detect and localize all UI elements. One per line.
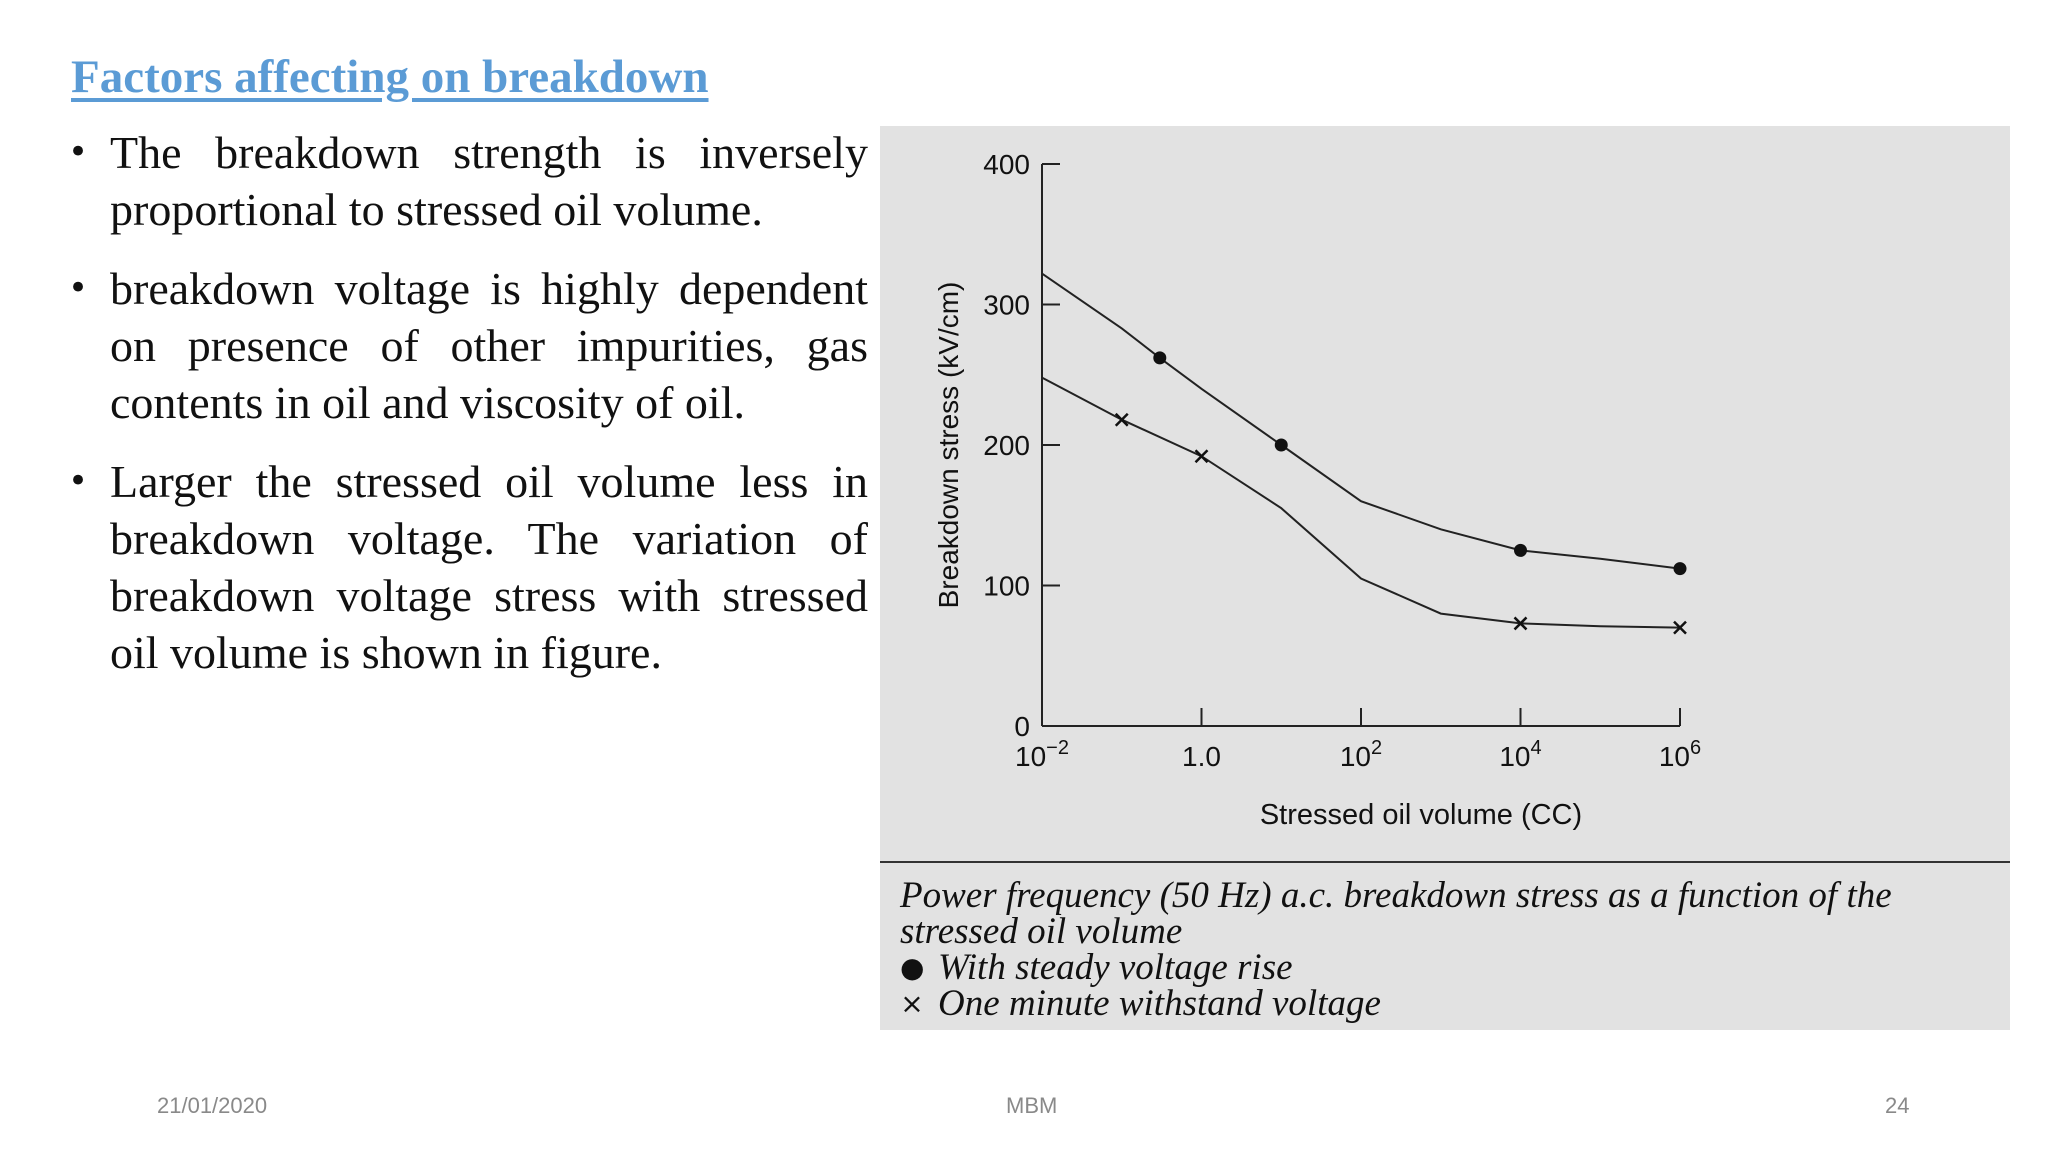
footer-date: 21/01/2020 [157, 1093, 268, 1118]
figure-caption [900, 875, 1990, 1024]
data-point-cross [1116, 414, 1128, 426]
slide-title: Factors affecting on breakdown [71, 51, 709, 103]
legend-item-withstand [900, 983, 1990, 1024]
x-tick-label: $10^4$ [1499, 737, 1542, 772]
series-line-2 [1042, 378, 1680, 628]
data-point-dot [1514, 544, 1527, 557]
bullet-text-1: The breakdown strength is inversely proportional to stressed oil volume. [110, 127, 868, 235]
data-point-dot [1275, 439, 1288, 452]
data-point-cross [1196, 450, 1208, 462]
y-tick-label: 400 [983, 149, 1030, 180]
data-point-dot [1153, 351, 1166, 364]
bullet-item-3 [68, 453, 868, 681]
bullet-text-3: Larger the stressed oil volume less in breakdown voltage. The variation of breakdown voltage stress with stressed oil volume is shown in figure. [110, 456, 868, 678]
breakdown-stress-chart [880, 126, 2010, 866]
footer-page-number: 24 [1885, 1093, 1910, 1118]
dot-marker-icon: ● [900, 951, 925, 984]
bullet-item-1 [68, 124, 868, 238]
x-tick-label: 1.0 [1182, 741, 1221, 772]
bullet-dot: • [68, 132, 89, 172]
y-tick-label: 200 [983, 430, 1030, 461]
data-point-dot [1674, 562, 1687, 575]
x-axis-label: Stressed oil volume (CC) [1259, 799, 1583, 831]
bullet-dot: • [68, 461, 89, 501]
bullet-list [68, 124, 868, 681]
y-tick-label: 100 [983, 570, 1030, 602]
series-line-1 [1042, 274, 1680, 569]
y-axis-label: Breakdown stress (kV/cm) [933, 281, 964, 609]
x-tick-label: $10^6$ [1658, 737, 1702, 772]
legend-label-steady: With steady voltage rise [938, 947, 1293, 988]
caption-line-2: stressed oil volume [900, 911, 1183, 952]
bullet-text-2: breakdown voltage is highly dependent on presence of other impurities, gas contents in oil and viscosity of oil. [110, 263, 868, 428]
x-tick-label: $10^{-2}$ [1015, 737, 1069, 772]
legend-label-withstand: One minute withstand voltage [938, 983, 1381, 1024]
breakdown-stress-figure [880, 126, 2010, 1030]
footer-center-text: MBM [1006, 1093, 1058, 1118]
y-tick-label: 0 [1014, 711, 1030, 742]
legend-item-steady [900, 947, 1990, 988]
x-tick-label: $10^2$ [1339, 737, 1383, 772]
bullet-dot: • [68, 268, 89, 308]
cross-marker-icon: × [900, 987, 924, 1020]
y-tick-label: 300 [983, 289, 1030, 321]
bullet-item-2 [68, 260, 868, 431]
caption-line-1: Power frequency (50 Hz) a.c. breakdown stress as a function of the [900, 875, 1892, 916]
